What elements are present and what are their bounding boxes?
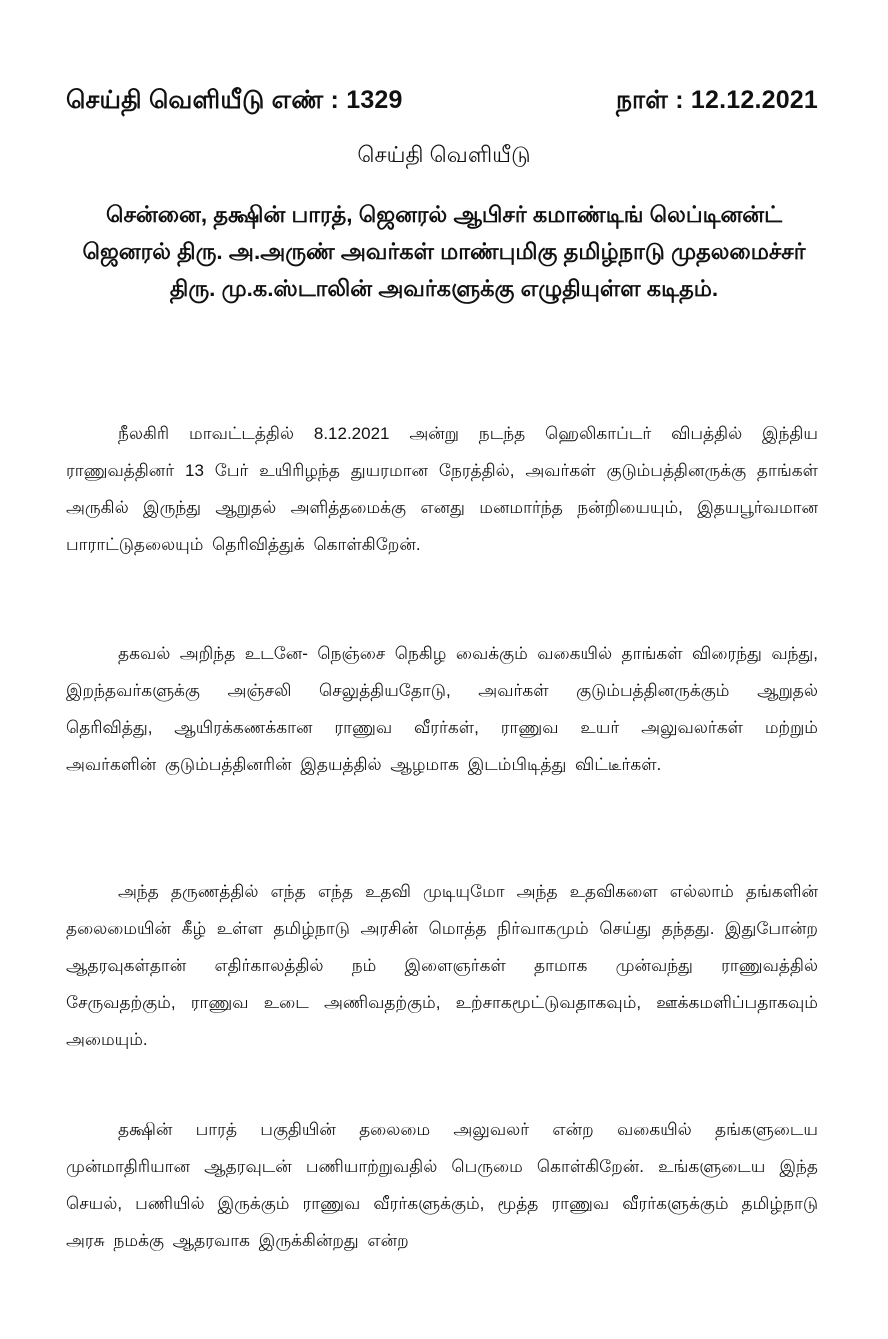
release-date: நாள் : 12.12.2021 — [616, 86, 818, 114]
document-subtitle: செய்தி வெளியீடு — [357, 142, 531, 167]
body-paragraph-2: தகவல் அறிந்த உடனே- நெஞ்சை நெகிழ வைக்கும் வகையில் தாங்கள் விரைந்து வந்து, இறந்தவர்களுக்கு அஞ்சலி செலுத்தியதோடு, அவர்கள் குடும்பத்தினருக்கும் ஆறுதல் தெரிவித்து, ஆயிரக்கணக்கான ராணுவ வீரர்கள், ராணுவ உயர் அலுவலர்கள் மற்றும் அவர்களின் குடும்பத்தினரின் இதயத்தில் ஆழமாக இடம்பிடித்து விட்டீர்கள். — [66, 644, 818, 774]
release-number: செய்தி வெளியீடு எண் : 1329 — [66, 86, 403, 114]
body-paragraph-3: அந்த தருணத்தில் எந்த எந்த உதவி முடியுமோ அந்த உதவிகளை எல்லாம் தங்களின் தலைமையின் கீழ் உள்ள தமிழ்நாடு அரசின் மொத்த நிர்வாகமும் செய்து தந்தது. இதுபோன்ற ஆதரவுகள்தான் எதிர்காலத்தில் நம் இளைஞர்கள் தாமாக முன்வந்து ராணுவத்தில் சேருவதற்கும், ராணுவ உடை அணிவதற்கும், உற்சாகமூட்டுவதாகவும், ஊக்கமளிப்பதாகவும் அமையும். — [66, 882, 818, 1049]
body-paragraph-4: தக்ஷின் பாரத் பகுதியின் தலைமை அலுவலர் என்ற வகையில் தங்களுடைய முன்மாதிரியான ஆதரவுடன் பணியாற்றுவதில் பெருமை கொள்கிறேன். உங்களுடைய இந்த செயல், பணியில் இருக்கும் ராணுவ வீரர்களுக்கும், மூத்த ராணுவ வீரர்களுக்கும் தமிழ்நாடு அரசு நமக்கு ஆதரவாக இருக்கின்றது என்ற — [66, 1120, 818, 1250]
document-header — [66, 86, 818, 118]
body-paragraph-1: நீலகிரி மாவட்டத்தில் 8.12.2021 அன்று நடந்த ஹெலிகாப்டர் விபத்தில் இந்திய ராணுவத்தினர் 13 பேர் உயிரிழந்த துயரமான நேரத்தில், அவர்கள் குடும்பத்தினருக்கு தாங்கள் அருகில் இருந்து ஆறுதல் அளித்தமைக்கு எனது மனமார்ந்த நன்றியையும், இதயபூர்வமான பாராட்டுதலையும் தெரிவித்துக் கொள்கிறேன். — [66, 424, 818, 554]
document-title: சென்னை, தக்ஷின் பாரத், ஜெனரல் ஆபிசர் கமாண்டிங் லெப்டினன்ட் ஜெனரல் திரு. அ.அருண் அவர்கள் மாண்புமிகு தமிழ்நாடு முதலமைச்சர் திரு. மு.க.ஸ்டாலின் அவர்களுக்கு எழுதியுள்ள கடிதம். — [82, 202, 806, 301]
